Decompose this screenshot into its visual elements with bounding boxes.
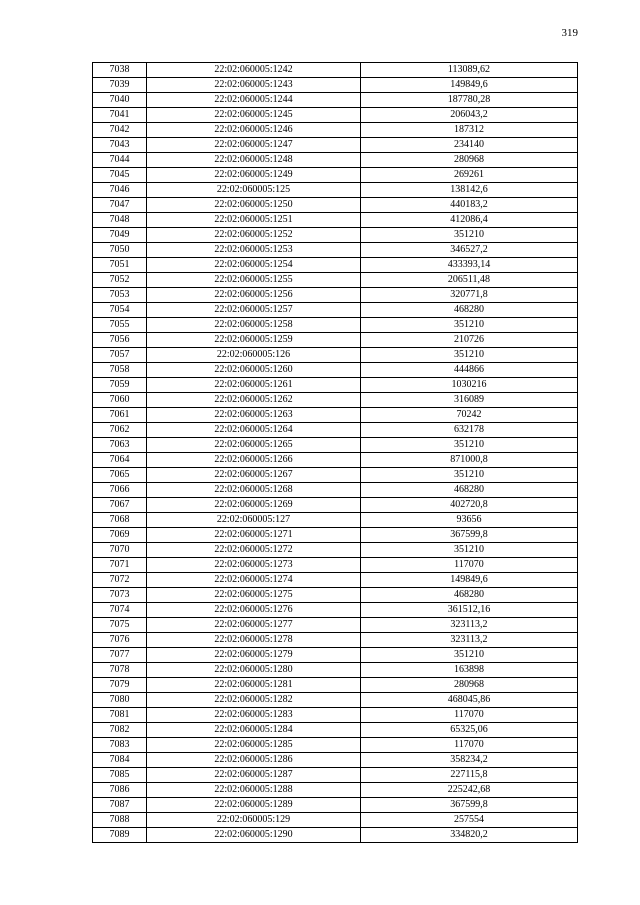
value-cell: 316089 <box>361 393 578 408</box>
row-number-cell: 7038 <box>93 63 147 78</box>
row-number-cell: 7076 <box>93 633 147 648</box>
value-cell: 468280 <box>361 588 578 603</box>
value-cell: 206043,2 <box>361 108 578 123</box>
value-cell: 280968 <box>361 153 578 168</box>
cadastral-number-cell: 22:02:060005:1277 <box>147 618 361 633</box>
row-number-cell: 7082 <box>93 723 147 738</box>
value-cell: 163898 <box>361 663 578 678</box>
value-cell: 351210 <box>361 438 578 453</box>
value-cell: 234140 <box>361 138 578 153</box>
value-cell: 1030216 <box>361 378 578 393</box>
cadastral-number-cell: 22:02:060005:1262 <box>147 393 361 408</box>
registry-table <box>92 62 578 843</box>
cadastral-number-cell: 22:02:060005:1249 <box>147 168 361 183</box>
cadastral-number-cell: 22:02:060005:1260 <box>147 363 361 378</box>
value-cell: 117070 <box>361 738 578 753</box>
cadastral-number-cell: 22:02:060005:1278 <box>147 633 361 648</box>
row-number-cell: 7078 <box>93 663 147 678</box>
row-number-cell: 7071 <box>93 558 147 573</box>
row-number-cell: 7049 <box>93 228 147 243</box>
table-row <box>93 168 578 183</box>
table-row <box>93 543 578 558</box>
cadastral-number-cell: 22:02:060005:1282 <box>147 693 361 708</box>
cadastral-number-cell: 22:02:060005:1288 <box>147 783 361 798</box>
value-cell: 149849,6 <box>361 78 578 93</box>
value-cell: 257554 <box>361 813 578 828</box>
cadastral-number-cell: 22:02:060005:1273 <box>147 558 361 573</box>
value-cell: 346527,2 <box>361 243 578 258</box>
row-number-cell: 7087 <box>93 798 147 813</box>
value-cell: 358234,2 <box>361 753 578 768</box>
table-row <box>93 243 578 258</box>
cadastral-number-cell: 22:02:060005:125 <box>147 183 361 198</box>
row-number-cell: 7069 <box>93 528 147 543</box>
value-cell: 412086,4 <box>361 213 578 228</box>
cadastral-number-cell: 22:02:060005:1257 <box>147 303 361 318</box>
row-number-cell: 7065 <box>93 468 147 483</box>
cadastral-number-cell: 22:02:060005:1266 <box>147 453 361 468</box>
value-cell: 433393,14 <box>361 258 578 273</box>
row-number-cell: 7073 <box>93 588 147 603</box>
value-cell: 149849,6 <box>361 573 578 588</box>
table-row <box>93 78 578 93</box>
value-cell: 323113,2 <box>361 618 578 633</box>
table-row <box>93 378 578 393</box>
row-number-cell: 7054 <box>93 303 147 318</box>
value-cell: 468280 <box>361 483 578 498</box>
value-cell: 269261 <box>361 168 578 183</box>
value-cell: 187312 <box>361 123 578 138</box>
cadastral-number-cell: 22:02:060005:1258 <box>147 318 361 333</box>
registry-table-body <box>93 63 578 843</box>
row-number-cell: 7085 <box>93 768 147 783</box>
value-cell: 210726 <box>361 333 578 348</box>
table-row <box>93 588 578 603</box>
table-row <box>93 573 578 588</box>
value-cell: 225242,68 <box>361 783 578 798</box>
cadastral-number-cell: 22:02:060005:1285 <box>147 738 361 753</box>
value-cell: 323113,2 <box>361 633 578 648</box>
cadastral-number-cell: 22:02:060005:1259 <box>147 333 361 348</box>
row-number-cell: 7084 <box>93 753 147 768</box>
value-cell: 280968 <box>361 678 578 693</box>
cadastral-number-cell: 22:02:060005:1242 <box>147 63 361 78</box>
row-number-cell: 7057 <box>93 348 147 363</box>
row-number-cell: 7059 <box>93 378 147 393</box>
row-number-cell: 7056 <box>93 333 147 348</box>
cadastral-number-cell: 22:02:060005:1267 <box>147 468 361 483</box>
table-row <box>93 258 578 273</box>
cadastral-number-cell: 22:02:060005:1290 <box>147 828 361 843</box>
value-cell: 632178 <box>361 423 578 438</box>
cadastral-number-cell: 22:02:060005:1271 <box>147 528 361 543</box>
row-number-cell: 7080 <box>93 693 147 708</box>
row-number-cell: 7077 <box>93 648 147 663</box>
table-row <box>93 183 578 198</box>
cadastral-number-cell: 22:02:060005:1269 <box>147 498 361 513</box>
cadastral-number-cell: 22:02:060005:129 <box>147 813 361 828</box>
table-row <box>93 678 578 693</box>
table-row <box>93 618 578 633</box>
row-number-cell: 7060 <box>93 393 147 408</box>
cadastral-number-cell: 22:02:060005:1256 <box>147 288 361 303</box>
value-cell: 351210 <box>361 228 578 243</box>
table-row <box>93 423 578 438</box>
row-number-cell: 7052 <box>93 273 147 288</box>
row-number-cell: 7053 <box>93 288 147 303</box>
row-number-cell: 7064 <box>93 453 147 468</box>
cadastral-number-cell: 22:02:060005:1264 <box>147 423 361 438</box>
value-cell: 351210 <box>361 348 578 363</box>
table-row <box>93 318 578 333</box>
cadastral-number-cell: 22:02:060005:1255 <box>147 273 361 288</box>
value-cell: 320771,8 <box>361 288 578 303</box>
table-row <box>93 558 578 573</box>
table-row <box>93 783 578 798</box>
value-cell: 871000,8 <box>361 453 578 468</box>
row-number-cell: 7074 <box>93 603 147 618</box>
cadastral-number-cell: 22:02:060005:127 <box>147 513 361 528</box>
row-number-cell: 7044 <box>93 153 147 168</box>
cadastral-number-cell: 22:02:060005:1263 <box>147 408 361 423</box>
table-row <box>93 333 578 348</box>
cadastral-number-cell: 22:02:060005:126 <box>147 348 361 363</box>
table-row <box>93 273 578 288</box>
value-cell: 351210 <box>361 318 578 333</box>
value-cell: 117070 <box>361 708 578 723</box>
row-number-cell: 7042 <box>93 123 147 138</box>
cadastral-number-cell: 22:02:060005:1251 <box>147 213 361 228</box>
cadastral-number-cell: 22:02:060005:1248 <box>147 153 361 168</box>
table-row <box>93 438 578 453</box>
value-cell: 351210 <box>361 648 578 663</box>
row-number-cell: 7066 <box>93 483 147 498</box>
row-number-cell: 7055 <box>93 318 147 333</box>
cadastral-number-cell: 22:02:060005:1244 <box>147 93 361 108</box>
table-row <box>93 633 578 648</box>
table-row <box>93 213 578 228</box>
value-cell: 402720,8 <box>361 498 578 513</box>
cadastral-number-cell: 22:02:060005:1243 <box>147 78 361 93</box>
row-number-cell: 7068 <box>93 513 147 528</box>
value-cell: 468280 <box>361 303 578 318</box>
row-number-cell: 7051 <box>93 258 147 273</box>
value-cell: 444866 <box>361 363 578 378</box>
table-row <box>93 198 578 213</box>
value-cell: 206511,48 <box>361 273 578 288</box>
row-number-cell: 7067 <box>93 498 147 513</box>
value-cell: 227115,8 <box>361 768 578 783</box>
row-number-cell: 7062 <box>93 423 147 438</box>
row-number-cell: 7045 <box>93 168 147 183</box>
cadastral-number-cell: 22:02:060005:1276 <box>147 603 361 618</box>
cadastral-number-cell: 22:02:060005:1261 <box>147 378 361 393</box>
value-cell: 117070 <box>361 558 578 573</box>
cadastral-number-cell: 22:02:060005:1272 <box>147 543 361 558</box>
cadastral-number-cell: 22:02:060005:1250 <box>147 198 361 213</box>
table-row <box>93 348 578 363</box>
cadastral-number-cell: 22:02:060005:1265 <box>147 438 361 453</box>
value-cell: 367599,8 <box>361 528 578 543</box>
table-row <box>93 603 578 618</box>
value-cell: 468045,86 <box>361 693 578 708</box>
value-cell: 351210 <box>361 468 578 483</box>
cadastral-number-cell: 22:02:060005:1245 <box>147 108 361 123</box>
table-row <box>93 768 578 783</box>
cadastral-number-cell: 22:02:060005:1287 <box>147 768 361 783</box>
cadastral-number-cell: 22:02:060005:1247 <box>147 138 361 153</box>
table-row <box>93 498 578 513</box>
cadastral-number-cell: 22:02:060005:1274 <box>147 573 361 588</box>
table-row <box>93 123 578 138</box>
table-row <box>93 753 578 768</box>
table-row <box>93 693 578 708</box>
table-row <box>93 513 578 528</box>
row-number-cell: 7083 <box>93 738 147 753</box>
row-number-cell: 7050 <box>93 243 147 258</box>
table-row <box>93 153 578 168</box>
cadastral-number-cell: 22:02:060005:1284 <box>147 723 361 738</box>
table-row <box>93 108 578 123</box>
cadastral-number-cell: 22:02:060005:1253 <box>147 243 361 258</box>
cadastral-number-cell: 22:02:060005:1283 <box>147 708 361 723</box>
table-row <box>93 363 578 378</box>
row-number-cell: 7072 <box>93 573 147 588</box>
table-row <box>93 393 578 408</box>
row-number-cell: 7046 <box>93 183 147 198</box>
row-number-cell: 7089 <box>93 828 147 843</box>
row-number-cell: 7063 <box>93 438 147 453</box>
table-row <box>93 408 578 423</box>
value-cell: 93656 <box>361 513 578 528</box>
table-row <box>93 723 578 738</box>
value-cell: 138142,6 <box>361 183 578 198</box>
value-cell: 367599,8 <box>361 798 578 813</box>
cadastral-number-cell: 22:02:060005:1279 <box>147 648 361 663</box>
row-number-cell: 7041 <box>93 108 147 123</box>
table-row <box>93 228 578 243</box>
row-number-cell: 7061 <box>93 408 147 423</box>
table-row <box>93 288 578 303</box>
value-cell: 334820,2 <box>361 828 578 843</box>
value-cell: 70242 <box>361 408 578 423</box>
row-number-cell: 7070 <box>93 543 147 558</box>
table-row <box>93 813 578 828</box>
value-cell: 361512,16 <box>361 603 578 618</box>
cadastral-number-cell: 22:02:060005:1246 <box>147 123 361 138</box>
value-cell: 440183,2 <box>361 198 578 213</box>
row-number-cell: 7086 <box>93 783 147 798</box>
cadastral-number-cell: 22:02:060005:1275 <box>147 588 361 603</box>
table-row <box>93 798 578 813</box>
page-number: 319 <box>561 27 578 39</box>
cadastral-number-cell: 22:02:060005:1286 <box>147 753 361 768</box>
cadastral-number-cell: 22:02:060005:1281 <box>147 678 361 693</box>
cadastral-number-cell: 22:02:060005:1280 <box>147 663 361 678</box>
row-number-cell: 7040 <box>93 93 147 108</box>
table-row <box>93 93 578 108</box>
row-number-cell: 7088 <box>93 813 147 828</box>
row-number-cell: 7081 <box>93 708 147 723</box>
value-cell: 351210 <box>361 543 578 558</box>
value-cell: 65325,06 <box>361 723 578 738</box>
table-row <box>93 828 578 843</box>
cadastral-number-cell: 22:02:060005:1252 <box>147 228 361 243</box>
row-number-cell: 7047 <box>93 198 147 213</box>
cadastral-number-cell: 22:02:060005:1254 <box>147 258 361 273</box>
row-number-cell: 7048 <box>93 213 147 228</box>
row-number-cell: 7058 <box>93 363 147 378</box>
table-row <box>93 528 578 543</box>
table-row <box>93 63 578 78</box>
table-row <box>93 303 578 318</box>
table-row <box>93 663 578 678</box>
table-row <box>93 453 578 468</box>
row-number-cell: 7043 <box>93 138 147 153</box>
value-cell: 187780,28 <box>361 93 578 108</box>
value-cell: 113089,62 <box>361 63 578 78</box>
table-row <box>93 483 578 498</box>
row-number-cell: 7075 <box>93 618 147 633</box>
row-number-cell: 7039 <box>93 78 147 93</box>
table-row <box>93 138 578 153</box>
cadastral-number-cell: 22:02:060005:1289 <box>147 798 361 813</box>
row-number-cell: 7079 <box>93 678 147 693</box>
cadastral-number-cell: 22:02:060005:1268 <box>147 483 361 498</box>
table-row <box>93 648 578 663</box>
table-row <box>93 738 578 753</box>
table-row <box>93 708 578 723</box>
table-row <box>93 468 578 483</box>
